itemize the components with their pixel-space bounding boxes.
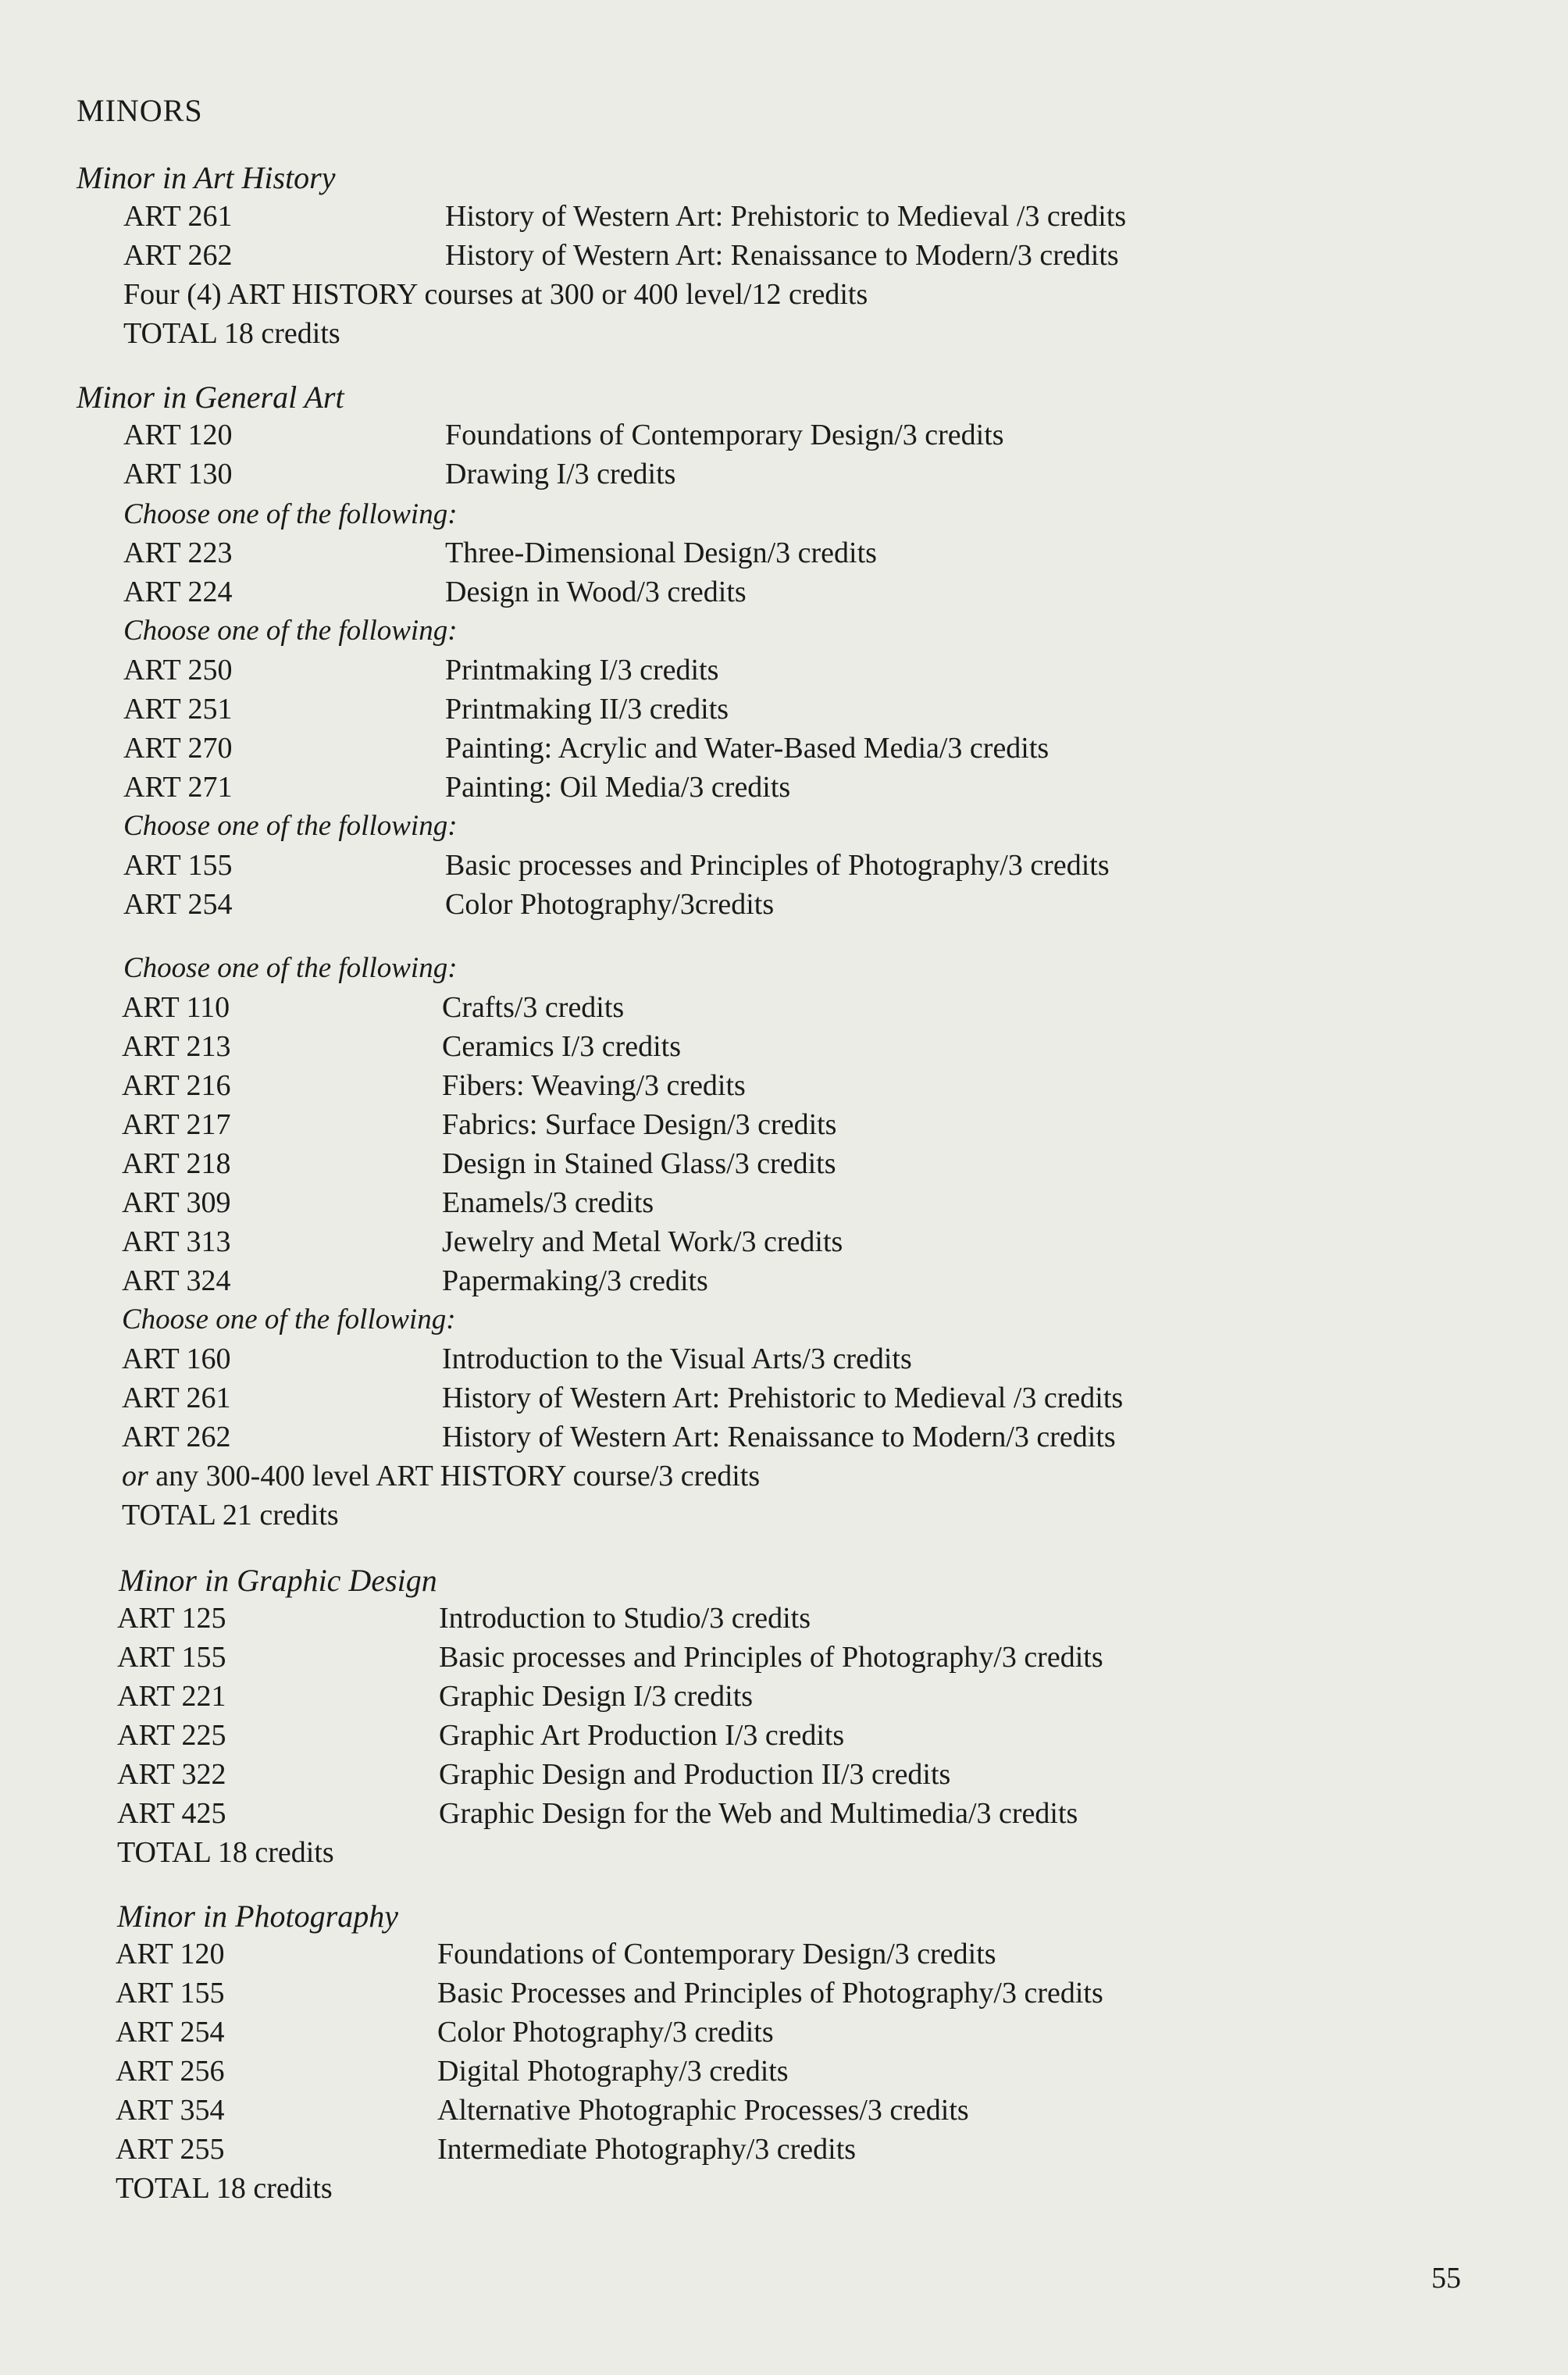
course-description: Introduction to Studio/3 credits — [439, 1602, 811, 1635]
course-description: Graphic Design for the Web and Multimedia/3 credits — [439, 1797, 1078, 1830]
course-code: ART 256 — [116, 2055, 225, 2088]
course-description: Alternative Photographic Processes/3 credits — [437, 2094, 969, 2127]
course-code: ART 262 — [123, 239, 233, 272]
course-description: Drawing I/3 credits — [445, 458, 676, 490]
course-code: ART 213 — [122, 1030, 231, 1063]
course-code: ART 261 — [122, 1382, 231, 1414]
choose-one-label: Choose one of the following: — [123, 952, 458, 984]
course-code: ART 120 — [116, 1938, 225, 1970]
course-description: Enamels/3 credits — [442, 1186, 654, 1219]
course-description: Intermediate Photography/3 credits — [437, 2133, 857, 2166]
art-history-extra-requirement: Four (4) ART HISTORY courses at 300 or 400 level/12 credits — [123, 278, 868, 311]
course-code: ART 120 — [123, 419, 233, 451]
course-code: ART 271 — [123, 771, 233, 804]
course-code: ART 216 — [122, 1069, 231, 1102]
course-code: ART 250 — [123, 654, 233, 686]
course-code: ART 110 — [122, 991, 230, 1024]
course-code: ART 130 — [123, 458, 233, 490]
course-code: ART 254 — [123, 888, 233, 921]
course-code: ART 223 — [123, 537, 233, 569]
course-description: Foundations of Contemporary Design/3 credits — [437, 1938, 996, 1970]
course-code: ART 251 — [123, 693, 233, 726]
choose-one-label: Choose one of the following: — [123, 498, 458, 530]
section-title-photography: Minor in Photography — [117, 1899, 398, 1934]
course-code: ART 255 — [116, 2133, 225, 2166]
course-code: ART 313 — [122, 1225, 231, 1258]
course-code: ART 254 — [116, 2016, 225, 2049]
course-code: ART 225 — [117, 1719, 226, 1752]
course-code: ART 322 — [117, 1758, 226, 1791]
or-word: or — [122, 1460, 148, 1492]
course-description: Painting: Oil Media/3 credits — [445, 771, 791, 804]
course-code: ART 217 — [122, 1108, 231, 1141]
course-description: Graphic Design I/3 credits — [439, 1680, 754, 1713]
course-description: Fabrics: Surface Design/3 credits — [442, 1108, 837, 1141]
course-description: Color Photography/3credits — [445, 888, 775, 921]
course-description: Jewelry and Metal Work/3 credits — [442, 1225, 843, 1258]
course-description: Introduction to the Visual Arts/3 credits — [442, 1343, 912, 1375]
course-description: Crafts/3 credits — [442, 991, 625, 1024]
course-description: Basic processes and Principles of Photography/3 credits — [439, 1641, 1103, 1674]
course-description: Design in Stained Glass/3 credits — [442, 1147, 836, 1180]
section-title-graphic-design: Minor in Graphic Design — [119, 1563, 437, 1598]
course-description: Printmaking II/3 credits — [445, 693, 729, 726]
page-number: 55 — [1431, 2262, 1461, 2295]
course-description: Digital Photography/3 credits — [437, 2055, 789, 2088]
course-description: Foundations of Contemporary Design/3 credits — [445, 419, 1004, 451]
course-description: Three-Dimensional Design/3 credits — [445, 537, 877, 569]
course-code: ART 221 — [117, 1680, 226, 1713]
course-code: ART 155 — [123, 849, 233, 882]
course-code: ART 125 — [117, 1602, 226, 1635]
choose-one-label: Choose one of the following: — [123, 810, 458, 842]
or-any-text: any 300-400 level ART HISTORY course/3 credits — [148, 1460, 761, 1492]
course-code: ART 425 — [117, 1797, 226, 1830]
course-description: History of Western Art: Renaissance to Modern/3 credits — [445, 239, 1119, 272]
course-description: Ceramics I/3 credits — [442, 1030, 682, 1063]
course-code: ART 261 — [123, 200, 233, 233]
section-title-general-art: Minor in General Art — [77, 380, 344, 415]
course-code: ART 155 — [117, 1641, 226, 1674]
course-description: History of Western Art: Renaissance to Modern/3 credits — [442, 1421, 1116, 1453]
course-code: ART 218 — [122, 1147, 231, 1180]
course-description: Painting: Acrylic and Water-Based Media/3 credits — [445, 732, 1049, 765]
section-title-art-history: Minor in Art History — [77, 160, 336, 195]
course-code: ART 155 — [116, 1977, 225, 2009]
course-description: Basic processes and Principles of Photography/3 credits — [445, 849, 1110, 882]
course-code: ART 270 — [123, 732, 233, 765]
photography-total: TOTAL 18 credits — [116, 2172, 333, 2205]
course-description: History of Western Art: Prehistoric to Medieval /3 credits — [445, 200, 1127, 233]
choose-one-label: Choose one of the following: — [122, 1303, 456, 1335]
course-code: ART 262 — [122, 1421, 231, 1453]
course-description: Design in Wood/3 credits — [445, 576, 747, 608]
course-code: ART 160 — [122, 1343, 231, 1375]
course-code: ART 324 — [122, 1264, 231, 1297]
choose-one-label: Choose one of the following: — [123, 615, 458, 647]
graphic-design-total: TOTAL 18 credits — [117, 1836, 334, 1869]
course-description: Graphic Design and Production II/3 credits — [439, 1758, 951, 1791]
course-description: Fibers: Weaving/3 credits — [442, 1069, 746, 1102]
course-code: ART 354 — [116, 2094, 225, 2127]
course-description: Printmaking I/3 credits — [445, 654, 719, 686]
course-code: ART 309 — [122, 1186, 231, 1219]
course-description: Graphic Art Production I/3 credits — [439, 1719, 845, 1752]
art-history-total: TOTAL 18 credits — [123, 317, 340, 350]
course-description: Basic Processes and Principles of Photography/3 credits — [437, 1977, 1103, 2009]
course-description: Papermaking/3 credits — [442, 1264, 708, 1297]
or-any-art-history-line — [122, 1459, 760, 1493]
course-description: Color Photography/3 credits — [437, 2016, 774, 2049]
page-heading: MINORS — [77, 93, 203, 128]
general-art-total: TOTAL 21 credits — [122, 1499, 339, 1532]
course-code: ART 224 — [123, 576, 233, 608]
course-description: History of Western Art: Prehistoric to Medieval /3 credits — [442, 1382, 1124, 1414]
